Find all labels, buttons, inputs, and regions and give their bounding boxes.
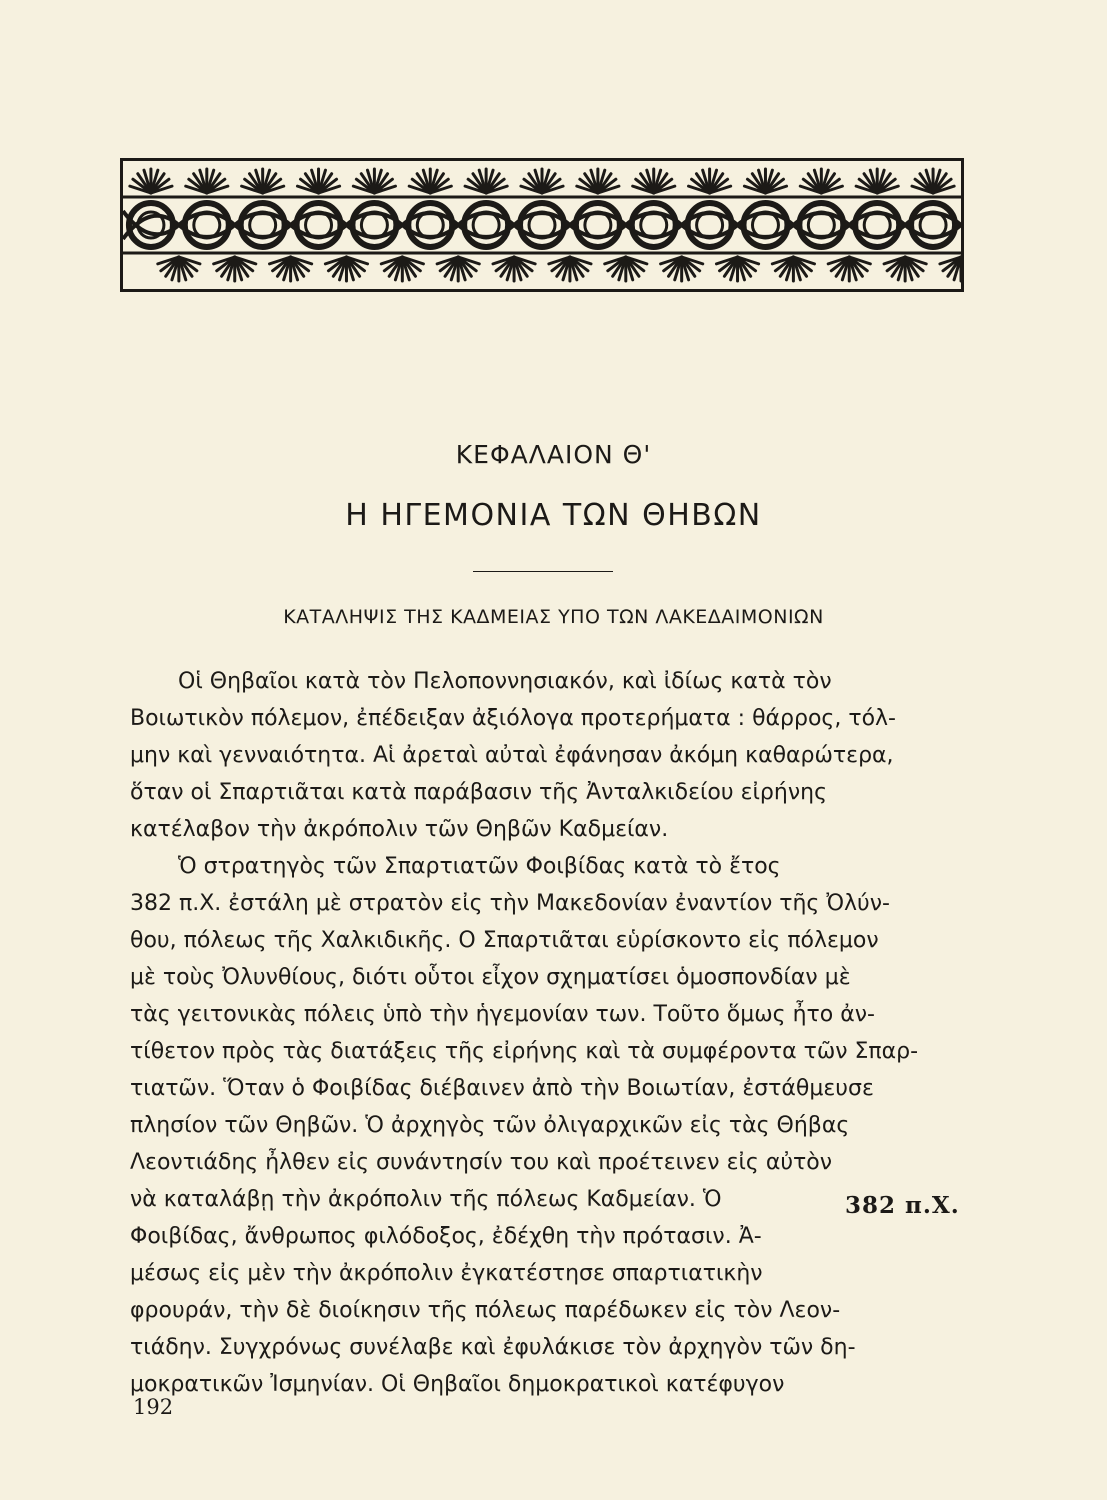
text-line: ὅταν οἱ Σπαρτιᾶται κατὰ παράβασιν τῆς Ἀνταλκιδείου εἰρήνης bbox=[130, 780, 827, 805]
text-line: 382 π.Χ. ἐστάλη μὲ στρατὸν εἰς τὴν Μακεδονίαν ἐναντίον τῆς Ὀλύν- bbox=[130, 891, 890, 916]
margin-date-note: 382 π.Χ. bbox=[845, 1192, 960, 1219]
text-line: τιατῶν. Ὅταν ὁ Φοιβίδας διέβαινεν ἀπὸ τὴν Βοιωτίαν, ἐστάθμευσε bbox=[130, 1076, 874, 1101]
text-line: Βοιωτικὸν πόλεμον, ἐπέδειξαν ἀξιόλογα προτερήματα : θάρρος, τόλ- bbox=[130, 706, 896, 731]
meander-ornament-icon bbox=[123, 161, 961, 289]
text-line: νὰ καταλάβῃ τὴν ἀκρόπολιν τῆς πόλεως Καδμείαν. Ὁ bbox=[130, 1187, 722, 1212]
text-line: κατέλαβον τὴν ἀκρόπολιν τῶν Θηβῶν Καδμείαν. bbox=[130, 817, 669, 842]
text-line: πλησίον τῶν Θηβῶν. Ὁ ἀρχηγὸς τῶν ὀλιγαρχικῶν εἰς τὰς Θήβας bbox=[130, 1113, 850, 1138]
chapter-heading: ΚΕΦΑΛΑΙΟΝ Θ' bbox=[455, 440, 652, 469]
text-line: φρουράν, τὴν δὲ διοίκησιν τῆς πόλεως παρέδωκεν εἰς τὸν Λεον- bbox=[130, 1298, 841, 1323]
text-line: Ὁ στρατηγὸς τῶν Σπαρτιατῶν Φοιβίδας κατὰ τὸ ἔτος bbox=[178, 854, 781, 879]
text-line: Λεοντιάδης ἦλθεν εἰς συνάντησίν του καὶ προέτεινεν εἰς αὐτὸν bbox=[130, 1150, 833, 1175]
section-subtitle: ΚΑΤΑΛΗΨΙΣ ΤΗΣ ΚΑΔΜΕΙΑΣ ΥΠΟ ΤΩΝ ΛΑΚΕΔΑΙΜΟΝΙΩΝ bbox=[283, 606, 824, 628]
text-line: μην καὶ γενναιότητα. Αἱ ἀρεταὶ αὐταὶ ἐφάνησαν ἀκόμη καθαρώτερα, bbox=[130, 743, 894, 768]
text-line: θου, πόλεως τῆς Χαλκιδικῆς. Ο Σπαρτιᾶται εὑρίσκοντο εἰς πόλεμον bbox=[130, 928, 879, 953]
text-line: μὲ τοὺς Ὀλυνθίους, διότι οὗτοι εἶχον σχηματίσει ὁμοσπονδίαν μὲ bbox=[130, 965, 851, 990]
text-line: τιάδην. Συγχρόνως συνέλαβε καὶ ἐφυλάκισε τὸν ἀρχηγὸν τῶν δη- bbox=[130, 1335, 856, 1360]
text-line: μοκρατικῶν Ἰσμηνίαν. Οἱ Θηβαῖοι δημοκρατικοὶ κατέφυγον bbox=[130, 1372, 785, 1397]
text-line: μέσως εἰς μὲν τὴν ἀκρόπολιν ἐγκατέστησε σπαρτιατικὴν bbox=[130, 1261, 763, 1286]
text-line: τίθετον πρὸς τὰς διατάξεις τῆς εἰρήνης καὶ τὰ συμφέροντα τῶν Σπαρ- bbox=[130, 1039, 919, 1064]
page-number: 192 bbox=[133, 1395, 174, 1419]
text-line: Οἱ Θηβαῖοι κατὰ τὸν Πελοποννησιακόν, καὶ ἰδίως κατὰ τὸν bbox=[178, 669, 832, 694]
body-text bbox=[130, 663, 974, 1403]
greek-meander-banner bbox=[120, 158, 964, 292]
text-line: τὰς γειτονικὰς πόλεις ὑπὸ τὴν ἡγεμονίαν των. Τοῦτο ὅμως ἦτο ἀν- bbox=[130, 1002, 875, 1027]
title-divider bbox=[473, 571, 613, 572]
page-title: Η ΗΓΕΜΟΝΙΑ ΤΩΝ ΘΗΒΩΝ bbox=[345, 498, 762, 533]
text-line: Φοιβίδας, ἄνθρωπος φιλόδοξος, ἐδέχθη τὴν πρότασιν. Ἀ- bbox=[130, 1224, 762, 1249]
